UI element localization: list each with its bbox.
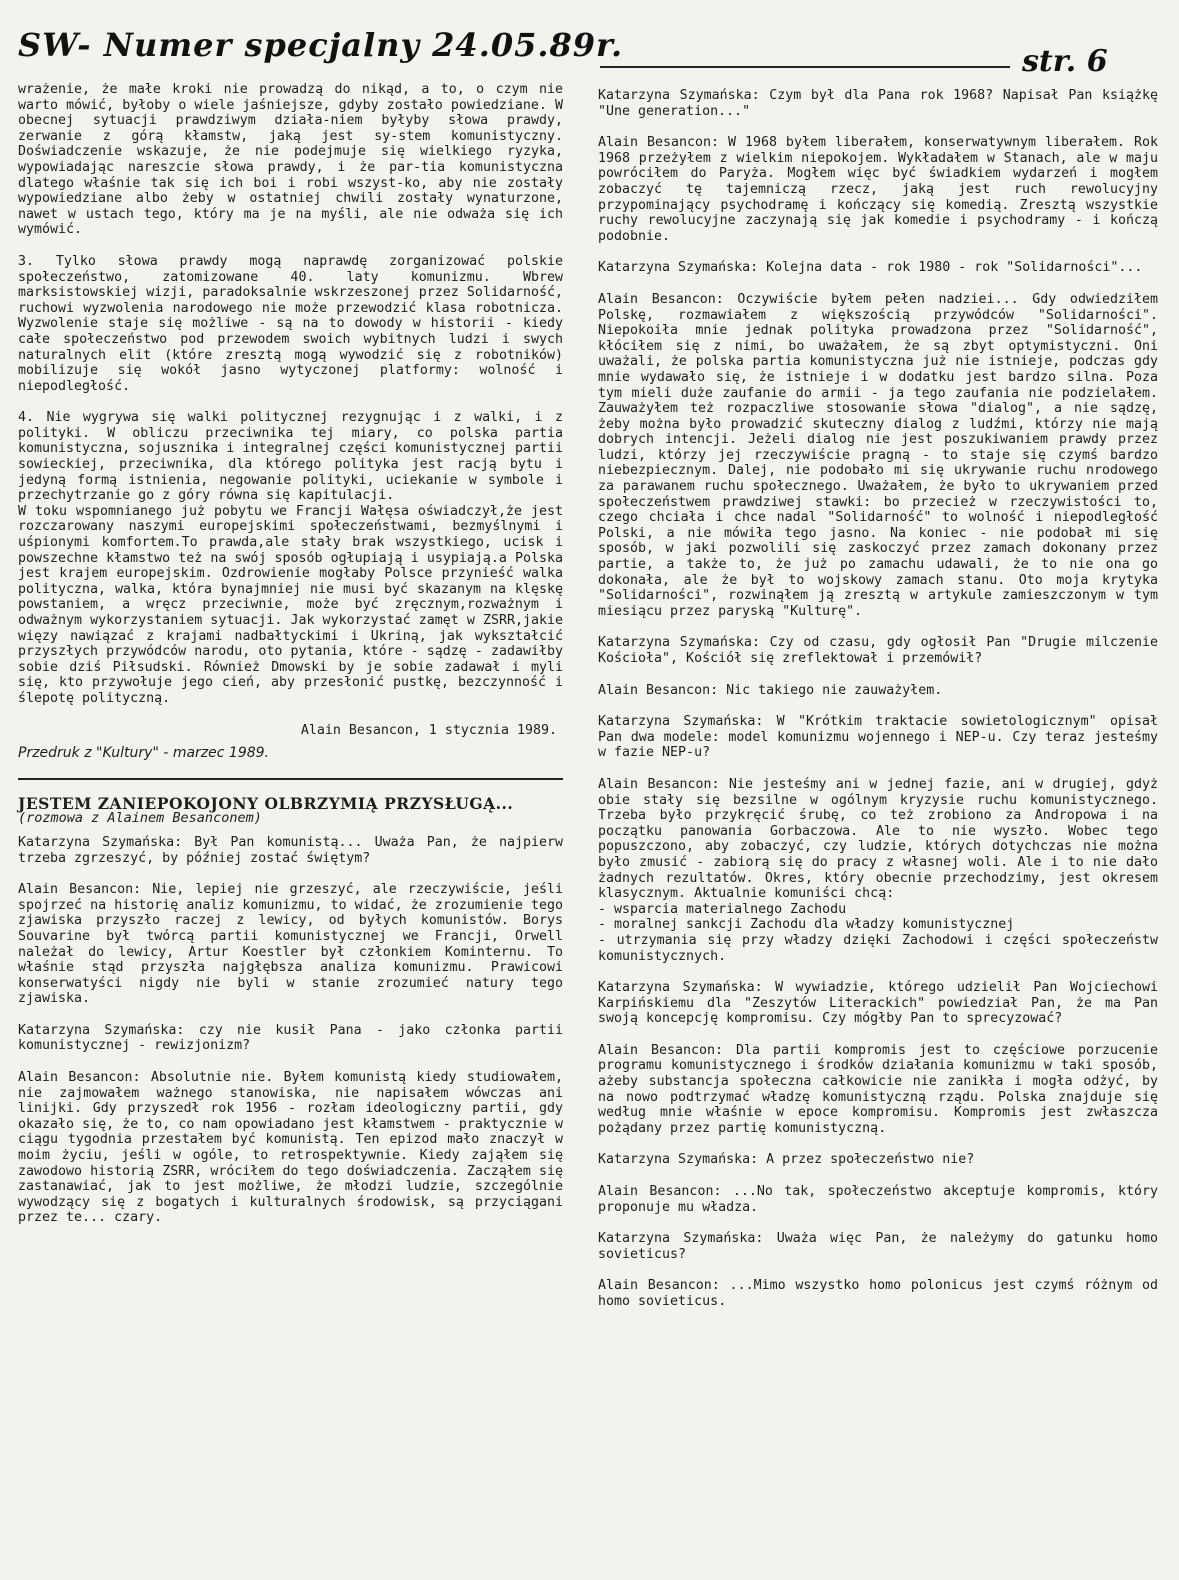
interview-answer: Alain Besancon: ...Mimo wszystko homo polonicus jest czymś różnym od homo sovieticus. <box>598 1278 1158 1309</box>
interview-question: Katarzyna Szymańska: Czym był dla Pana rok 1968? Napisał Pan książkę "Une generation..." <box>598 88 1158 119</box>
interview-question: Katarzyna Szymańska: Czy od czasu, gdy ogłosił Pan "Drugie milczenie Kościoła", Kościół się zreflektował i przemówił? <box>598 635 1158 666</box>
page-number: str. 6 <box>1022 44 1108 79</box>
interview-question: Katarzyna Szymańska: A przez społeczeństwo nie? <box>598 1152 975 1168</box>
right-column <box>598 88 1158 1310</box>
header-rule <box>600 66 1010 68</box>
left-column <box>18 82 563 1226</box>
list-item: - moralnej sankcji Zachodu dla władzy komunistycznej <box>598 917 1015 933</box>
interview-question: Katarzyna Szymańska: Był Pan komunistą... Uważa Pan, że najpierw trzeba zgrzeszyć, by później zostać świętym? <box>18 834 563 866</box>
interview-answer: Alain Besancon: Dla partii kompromis jest to częściowe porzucenie programu komunistycznego i środków działania komunizmu w taki sposób, ażeby substancja społeczna całkowicie nie zanikła i mogła odżyć, by na nowo podtrzymać władzę komunistyczną rządu. Polska znajduje się według mnie właśnie w epoce kompromisu. Kompromis jest zwłaszcza pożądany przez partię komunistyczną. <box>598 1042 1158 1136</box>
interview-answer: Alain Besancon: W 1968 byłem liberałem, konserwatywnym liberałem. Rok 1968 przeżyłem z wielkim niepokojem. Wykładałem w Stanach, ale w maju powróciłem do Paryża. Mogłem więc być świadkiem wydarzeń i mogłem zobaczyć tę tajemniczą rzecz, jaką jest ruch rewolucyjny przypominający psychodramę i kończący się komedią. Zresztą wszystkie ruchy rewolucyjne zaczynają się jak komedie i psychodramy - i kończą podobnie. <box>598 135 1158 244</box>
article-continuation: wrażenie, że małe kroki nie prowadzą do nikąd, a to, o czym nie warto mówić, byłoby o wiele jaśniejsze, gdyby zostało powiedziane. W obecnej sytuacji prawdziwym działa-niem byłyby słowa prawdy, zerwanie z górą kłamstw, jaką jest sy-stem komunistyczny. Doświadczenie wskazuje, że nie podejmuje się wielkiego ryzyka, wypowiadając nareszcie słowa prawdy, i że par-tia komunistyczna dlatego właśnie tak się ich boi i robi wszyst-ko, aby nie zostały wypowiedziane albo żeby w ostatniej chwili zostały wynaturzone, nawet w ustach tego, który ma je na myśli, ale nie odważa się ich wymówić. <box>18 82 563 238</box>
author-signature: Alain Besancon, 1 stycznia 1989. <box>300 722 557 738</box>
interview-question: Katarzyna Szymańska: Kolejna data - rok 1980 - rok "Solidarności"... <box>598 260 1143 276</box>
interview-answer: Alain Besancon: Nic takiego nie zauważyłem. <box>598 682 943 698</box>
point-3: 3. Tylko słowa prawdy mogą naprawdę zorganizować polskie społeczeństwo, zatomizowane 40. laty komunizmu. Wbrew marksistowskiej wizji, paradoksalnie wskrzeszonej przez Solidarność, ruchowi wyzwolenia narodowego nie może przewodzić klasa robotnicza. Wyzwolenie staje się możliwe - są na to dowody w historii - kiedy całe społeczeństwo pod przewodem swoich wybitnych ludzi i swych naturalnych elit (które zresztą mogą wywodzić się z robotników) mobilizuje się wokół jasno wytyczonej platformy: wolność i niepodległość. <box>18 253 563 394</box>
interview-question: Katarzyna Szymańska: W "Krótkim traktacie sowietologicznym" opisał Pan dwa modele: model komunizmu wojennego i NEP-u. Czy teraz jesteśmy w fazie NEP-u? <box>598 714 1158 761</box>
interview-question: Katarzyna Szymańska: W wywiadzie, którego udzielił Pan Wojciechowi Karpińskiemu dla "Zeszytów Literackich" powiedział Pan, że ma Pan swoją koncepcję kompromisu. Czy mógłby Pan to sprecyzować? <box>598 980 1158 1027</box>
point-4: 4. Nie wygrywa się walki politycznej rezygnując i z walki, i z polityki. W obliczu przeciwnika tej miary, co polska partia komunistyczna, sojusznika i integralnej części komunistycznej partii sowieckiej, przeciwnika, dla którego polityka jest racją bytu i jedyną formą istnienia, negowanie polityki, uciekanie w symbole i przechytrzanie go z góry równa się kapitulacji. <box>18 410 563 504</box>
list-item: - wsparcia materialnego Zachodu <box>598 901 847 917</box>
article-title: JESTEM ZANIEPOKOJONY OLBRZYMIĄ PRZYSŁUGĄ... <box>18 793 514 813</box>
list-item: - utrzymania się przy władzy dzięki Zachodowi i części społeczeństw komunistycznych. <box>598 932 1158 964</box>
issue-header: SW- Numer specjalny 24.05.89r. <box>18 26 624 64</box>
interview-answer: Alain Besancon: Nie, lepiej nie grzeszyć, ale rzeczywiście, jeśli spojrzeć na historię analiz komunizmu, to widać, że zrozumienie tego zjawiska przyszło raczej z lewicy, od byłych komunistów. Borys Souvarine był twórcą partii komunistycznej we Francji, Orwell należał do lewicy, Artur Koestler był członkiem Kominternu. To właśnie stąd przyszła najgłębsza analiza komunizmu. Prawicowi konserwatyści nigdy nie byli w stanie zrozumieć natury tego zjawiska. <box>18 882 563 1007</box>
interview-question: Katarzyna Szymańska: czy nie kusił Pana - jako członka partii komunistycznej - rewizjonizm? <box>18 1022 563 1054</box>
interview-answer: Alain Besancon: Absolutnie nie. Byłem komunistą kiedy studiowałem, nie zajmowałem ważnego stanowiska, nie napisałem wówczas ani linijki. Gdy przyszedł rok 1956 - rozłam ideologiczny partii, gdy okazało się, że to, co nam opowiadano jest kłamstwem - praktycznie w ciągu tygodnia przestałem być komunistą. Ten epizod mało znaczył w moim życiu, jeśli w ogóle, to retrospektywnie. Kiedy zająłem się zawodowo historią ZSRR, wróciłem do tego doświadczenia. Zacząłem się zastanawiać, jak to jest możliwe, że młodzi ludzie, szczególnie wywodzący się z bogatych i kulturalnych środowisk, są przyciągani przez te... czary. <box>18 1070 563 1226</box>
interview-answer: Alain Besancon: Oczywiście byłem pełen nadziei... Gdy odwiedziłem Polskę, rozmawiałem z większością przywódców "Solidarności". Niepokoiła mnie jednak polityka prowadzona przez "Solidarność", kłóciłem się z nimi, bo uważałem, że są zbyt optymistyczni. Oni uważali, że polska partia komunistyczna już nie istnieje, podczas gdy mnie wydawało się, że istnieje i w dodatku jest bardzo silna. Poza tym mieli duże zaufanie do armii - ja tego zaufania nie podzielałem. Zauważyłem też rozpaczliwe stosowanie słowa "dialog", a nie sądzę, żeby można było prowadzić skuteczny dialog z ludźmi, którzy nie mają dobrych intencji. Jeżeli dialog nie jest poszukiwaniem prawdy przez ludzi, którzy jej rzeczywiście pragną - to staje się czymś bardzo niebezpiecznym. Dalej, nie podobało mi się ukrywanie ruchu nrodowego za parawanem ruchu społecznego. Uważałem, że było to ukrywaniem przed społeczeństwem prawdziwej stawki: bo przecież w rzeczywistości to, czego chciała i chce nadal "Solidarność" to wolność i niepodległość Polski, a nie mówiła tego jasno. Na koniec - nie podobał mi się sposób, w jaki pozwolili się zaskoczyć przez zamach dokonany przez partie, a także to, że już po zamachu udawali, że to nie ona go dokonała, ale że był to wojskowy zamach stanu. Oto moja krytyka "Solidarności", rozwinąłem ją zresztą w artykule zamieszczonym w tym miesiącu przez paryską "Kulturę". <box>598 291 1158 619</box>
interview-question: Katarzyna Szymańska: Uważa więc Pan, że należymy do gatunku homo sovieticus? <box>598 1231 1158 1262</box>
walesa-paragraph: W toku wspomnianego już pobytu we Francji Wałęsa oświadczył,że jest rozczarowany naszymi europejskimi społeczeństwami, bezmyślnymi i uśpionymi komfortem.To prawda,ale stały brak wszystkiego, ucisk i powszechne kłamstwo też na swój sposób ogłupiają i usypiają.a Polska jest krajem europejskim. Ozdrowienie mogłaby Polsce przynieść walka polityczna, walka, która bynajmniej nie musi być skazanym na klęskę powstaniem, a wręcz przeciwnie, może być zręcznym,rozważnym i odważnym wykorzystaniem sytuacji. Jak wykorzystać zamęt w ZSRR,jakie więzy nawiązać z krajami nadbałtyckimi i Ukriną, jak wykształcić przyszłych przywódców narodu, oto pytania, które - sądzę - zadawiłby sobie dziś Piłsudski. Również Dmowski by je sobie zadawał i myli się, kto przywołuje jego cień, aby przesłonić pustkę, bezczynność i ślepotę polityczną. <box>18 503 563 706</box>
article-subtitle: (rozmowa z Alainem Besanconem) <box>18 810 262 827</box>
interview-answer: Alain Besancon: Nie jesteśmy ani w jednej fazie, ani w drugiej, gdyż obie stały się bezsilne w ogólnym kryzysie ruchu komunistycznego. Trzeba było przykręcić śrubę, co też zrobiono za Andropowa i na początku panowania Gorbaczowa. Ale to nie wyszło. Wobec tego popuszczono, aby zobaczyć, czy ludzie, których dotychczas nie można było zmusić - zabiorą się do pracy z własnej woli. Ale i to nie dało żadnych rezultatów. Okres, który obecnie przechodzimy, jest okresem klasycznym. Aktualnie komuniści chcą: <box>598 776 1158 902</box>
reprint-note: Przedruk z "Kultury" - marzec 1989. <box>18 745 269 762</box>
interview-answer: Alain Besancon: ...No tak, społeczeństwo akceptuje kompromis, który proponuje mu władza. <box>598 1184 1158 1215</box>
